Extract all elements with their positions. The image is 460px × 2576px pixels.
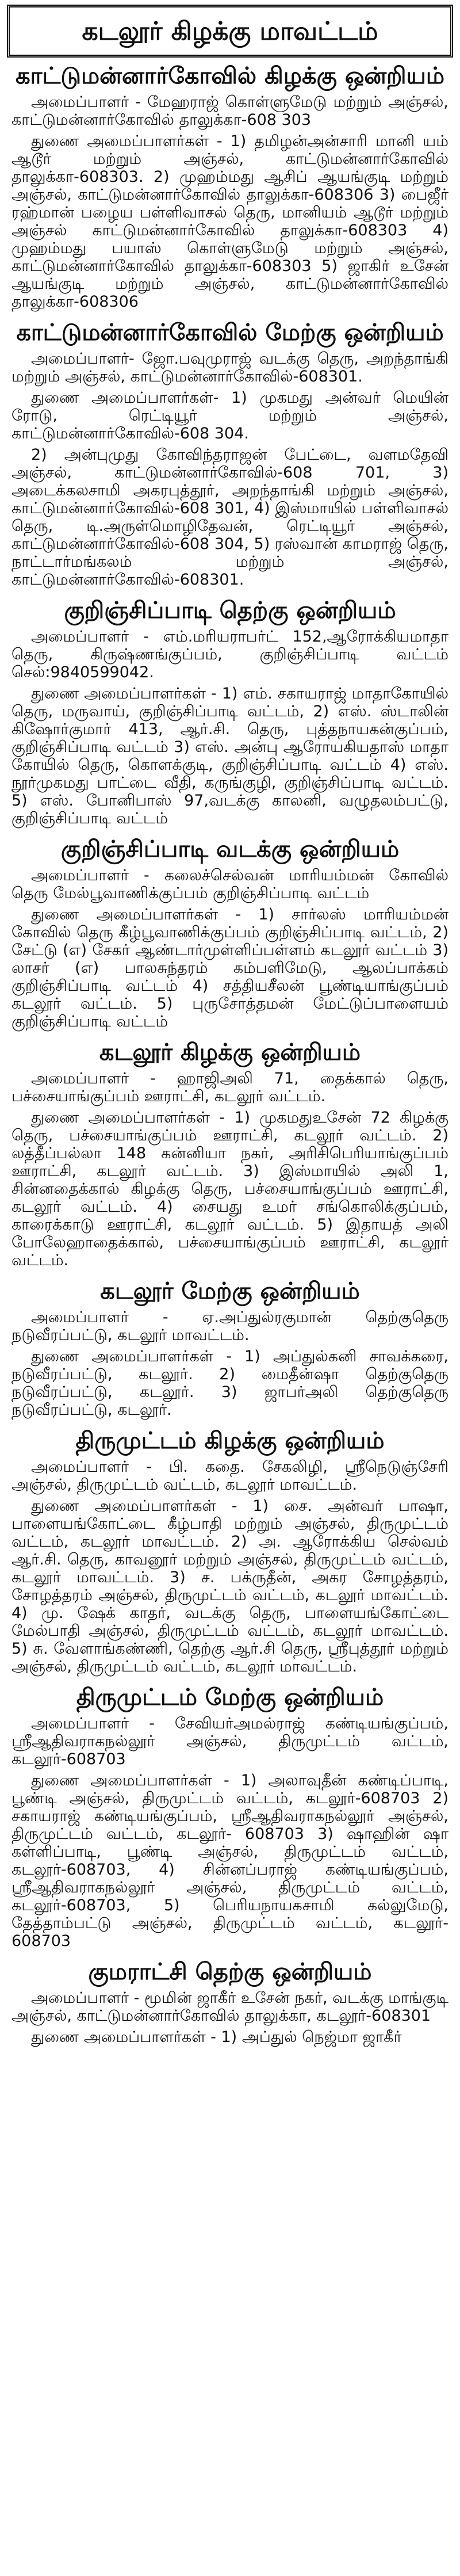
- section-kurinjipadi-north: [0, 827, 460, 1031]
- section-heading: காட்டுமன்னார்கோவில் கிழக்கு ஒன்றியம்: [15, 63, 445, 89]
- organizer-paragraph: அமைப்பாளர் - மூமின் ஜாகீர் உசேன் நகர், வடக்கு மாங்குடி அஞ்சல், காட்டுமன்னார்கோவில் தாலுக்கா, கடலூர்-608301: [12, 1989, 448, 2025]
- section-heading: திருமுட்டம் மேற்கு ஒன்றியம்: [76, 1684, 384, 1711]
- section-heading: குறிஞ்சிப்பாடி வடக்கு ஒன்றியம்: [60, 836, 400, 863]
- section-kumaratchi-south: [0, 1950, 460, 2046]
- district-title: கடலூர் கிழக்கு மாவட்டம்: [7, 5, 453, 58]
- deputy-organizers-paragraph: துணை அமைப்பாளர்கள் - 1) எம். சகாயராஜ் மாதாகோயில் தெரு, மருவாய், குறிஞ்சிப்பாடி வட்டம், 2) எஸ். ஸ்டாலின் கிஷோர்குமார் 413, ஆர்.சி. தெரு, புத்தநாயகன்குப்பம், குறிஞ்சிப்பாடி வட்டம் 3) எஸ். அன்பு ஆரோயகியதாஸ் மாதா கோயில் தெரு, கொளக்குடி, குறிஞ்சிப்பாடி வட்டம் 4) எஸ். நூர்முகமது பாட்டை வீதி, கருங்குழி, குறிஞ்சிப்பாடி வட்டம். 5) எஸ். போனிபாஸ் 97,வடக்கு காலனி, வழுதலம்பட்டு, குறிஞ்சிப்பாடி வட்டம்: [12, 685, 448, 827]
- section-heading: காட்டுமன்னார்கோவில் மேற்கு ஒன்றியம்: [16, 319, 444, 346]
- section-heading: கடலூர் மேற்கு ஒன்றியம்: [100, 1278, 360, 1304]
- deputy-organizers-paragraph: 2) அன்புமுது கோவிந்தராஜன் பேட்டை, வளமதேவி அஞ்சல், காட்டுமன்னார்கோவில்-608 701, 3) அடைக்கலசாமி அகரபுத்தூர், அறந்தாங்கி மற்றும் அஞ்சல், காட்டுமன்னார்கோவில்-608 301, 4) இஸ்மாயில் பள்ளிவாசல் தெரு, டி.அருள்மொழிதேவன், ரெட்டியூர் அஞ்சல், காட்டுமன்னார்கோவில்-608 304, 5) ரஸ்வான் காமராஜ் தெரு, நாட்டார்மங்கலம் மற்றும் அஞ்சல், காட்டுமன்னார்கோவில்-608301.: [12, 446, 448, 589]
- section-thirumuttam-east: [0, 1419, 460, 1676]
- section-heading: கடலூர் கிழக்கு ஒன்றியம்: [99, 1039, 361, 1066]
- section-kattumannarkoil-west: [0, 311, 460, 589]
- deputy-organizers-paragraph: துணை அமைப்பாளர்கள் - 1) தமிழன்அன்சாரி மானி யம் ஆடூர் மற்றும் அஞ்சல், காட்டுமன்னார்கோவில் தாலுக்கா-608303. 2) முஹம்மது ஆசிப் ஆயங்குடி மற்றும் அஞ்சல், காட்டுமன்னார்கோவில் தாலுக்கா-608306 3) பைஜீர் ரஹ்மான் பழைய பள்ளிவாசல் தெரு, மானியம் ஆடூர் மற்றும் அஞ்சல் காட்டுமன்னார்கோவில் தாலுக்கா-608303 4) முஹம்மது பயாஸ் கொள்ளுமேடு மற்றும் அஞ்சல், காட்டுமன்னார்கோவில் தாலுக்கா-608303 5) ஜாகிர் உசேன் ஆயங்குடி மற்றும் அஞ்சல், காட்டுமன்னார்கோவில் தாலுக்கா-608306: [12, 132, 448, 311]
- deputy-organizers-paragraph: துணை அமைப்பாளர்கள் - 1) அலாவுதீன் கண்டிப்பாடி, பூண்டி அஞ்சல், திருமுட்டம் வட்டம், கடலூர்-608703 2) சகாயராஜ் கண்டியங்குப்பம், ஸ்ரீஆதிவராகநல்லூர் அஞ்சல், திருமுட்டம் வட்டம், கடலூர்- 608703 3) ஷாஹின் ஷா கள்ளிப்பாடி, பூண்டி அஞ்சல், திருமுட்டம் வட்டம், கடலூர்-608703, 4) சின்னப்பராஜ் கண்டியங்குப்பம், ஸ்ரீஆதிவராகநல்லூர் அஞ்சல், திருமுட்டம் வட்டம், கடலூர்-608703, 5) பெரியநாயகசாமி கல்லுமேடு, தேத்தாம்பட்டு அஞ்சல், திருமுட்டம் வட்டம், கடலூர்- 608703: [12, 1772, 448, 1950]
- organizer-paragraph: அமைப்பாளர் - எம்.மரியராபர்ட் 152,ஆரோக்கியமாதா தெரு, கிருஷ்ணங்குப்பம், குறிஞ்சிப்பாடி வட்டம் செல்:9840599042.: [12, 628, 448, 681]
- organizer-paragraph: அமைப்பாளர் - பி. கதை. சேகலிழி, ஸ்ரீநெடுஞ்சேரி அஞ்சல், திருமுட்டம் வட்டம், கடலூர் மாவட்டம்.: [12, 1458, 448, 1494]
- organizer-paragraph: அமைப்பாளர் - ஏ.அப்துல்ரகுமான் தெற்குதெரு நடுவீரப்பட்டு, கடலூர் மாவட்டம்.: [12, 1308, 448, 1344]
- deputy-organizers-paragraph: துணை அமைப்பாளர்கள் - 1) அப்துல்கனி சாவக்கரை, நடுவீரப்பட்டு, கடலூர். 2) மைதீன்ஷா தெற்குதெரு நடுவீரப்பட்டு, கடலூர். 3) ஜாபர்அலி தெற்குதெரு நடுவீரப்பட்டு, கடலூர்.: [12, 1348, 448, 1419]
- section-heading: குறிஞ்சிப்பாடி தெற்கு ஒன்றியம்: [64, 597, 396, 624]
- organizer-paragraph: அமைப்பாளர் - மேஹராஜ் கொள்ளுமேடு மற்றும் அஞ்சல், காட்டுமன்னார்கோவில் தாலுக்கா-608 303: [12, 93, 448, 129]
- deputy-organizers-paragraph: துணை அமைப்பாளர்கள் - 1) சை. அன்வர் பாஷா, பாளையங்கோட்டை கீழ்பாதி மற்றும் அஞ்சல், திருமுட்டம் வட்டம், கடலூர் மாவட்டம். 2) அ. ஆரோக்கிய செல்வம் ஆர்.சி. தெரு, காவனூர் மற்றும் அஞ்சல், திருமுட்டம் வட்டம், கடலூர் மாவட்டம். 3) ச. பக்ருதீன், அகர சோழத்தரம், சோழத்தரம் அஞ்சல், திருமுட்டம் வட்டம், கடலூர் மாவட்டம். 4) மு. ஷேக் காதர், வடக்கு தெரு, பாளையங்கோட்டை மேல்பாதி அஞ்சல், திருமுட்டம் வட்டம், கடலூர் மாவட்டம். 5) சு. வேளாங்கண்ணி, தெற்கு ஆர்.சி தெரு, ஸ்ரீபுத்தூர் மற்றும் அஞ்சல், திருமுட்டம் வட்டம், கடலூர் மாவட்டம்.: [12, 1497, 448, 1676]
- section-kurinjipadi-south: [0, 589, 460, 827]
- section-thirumuttam-west: [0, 1676, 460, 1950]
- deputy-organizers-paragraph: துணை அமைப்பாளர்கள்- 1) முகமது அன்வர் மெயின் ரோடு, ரெட்டியூர் மற்றும் அஞ்சல், காட்டுமன்னார்கோவில்-608 304.: [12, 389, 448, 442]
- section-cuddalore-east: [0, 1031, 460, 1269]
- deputy-organizers-paragraph: துணை அமைப்பாளர்கள் - 1) சார்லஸ் மாரியம்மன் கோவில் தெரு கீழ்பூவாணிக்குப்பம் குறிஞ்சிப்பாடி வட்டம், 2) சேட்டு (எ) சேகர் ஆண்டார்முள்ளிப்பள்ளம் கடலூர் வட்டம் 3) லாசர் (எ) பாலசுந்தரம் கம்பளிமேடு, ஆலப்பாக்கம் குறிஞ்சிப்பாடி வட்டம் 4) சத்தியசீலன் பூண்டியாங்குப்பம் கடலூர் வட்டம். 5) புருசோத்தமன் மேட்டுப்பாளையம் குறிஞ்சிப்பாடி வட்டம்: [12, 906, 448, 1031]
- organizer-paragraph: அமைப்பாளர்- ஜோ.பவுமுராஜ் வடக்கு தெரு, அறந்தாங்கி மற்றும் அஞ்சல், காட்டுமன்னார்கோவில்-608301.: [12, 350, 448, 386]
- deputy-organizers-paragraph: துணை அமைப்பாளர்கள் - 1) அப்துல் நெஜ்மா ஜாகீர்: [31, 2028, 402, 2046]
- organizer-paragraph: அமைப்பாளர் - கலைச்செல்வன் மாரியம்மன் கோவில் தெரு மேல்பூவாணிக்குப்பம் குறிஞ்சிப்பாடி வட்டம்: [12, 867, 448, 902]
- deputy-organizers-paragraph: துணை அமைப்பாளர்கள் - 1) முகமதுஉசேன் 72 கிழக்கு தெரு, பச்சையாங்குப்பம் ஊராட்சி, கடலூர் வட்டம். 2) லத்தீப்பல்லா 148 கன்னியா நகர், அரிசிபெரியாங்குப்பம் ஊராட்சி, கடலூர் வட்டம். 3) இஸ்மாயில் அலி 1, சின்னதைக்கால் கிழக்கு தெரு, பச்சையாங்குப்பம் ஊராட்சி, கடலூர் வட்டம். 4) சையது உமர் சங்கொலிக்குப்பம், காரைக்காடு ஊராட்சி, கடலூர் வட்டம். 5) இதாயத் அலி போலேஹாதைக்கால், பச்சையாங்குப்பம் ஊராட்சி, கடலூர் வட்டம்.: [12, 1109, 448, 1269]
- section-heading: திருமுட்டம் கிழக்கு ஒன்றியம்: [75, 1428, 385, 1454]
- section-kattumannarkoil-east: [0, 58, 460, 311]
- section-cuddalore-west: [0, 1269, 460, 1419]
- organizer-paragraph: அமைப்பாளர் - ஹாஜிஅலி 71, தைக்கால் தெரு, பச்சையாங்குப்பம் ஊராட்சி, கடலூர் வட்டம்.: [12, 1070, 448, 1105]
- organizer-paragraph: அமைப்பாளர் - சேவியர்அமல்ராஜ் கண்டியங்குப்பம், ஸ்ரீஆதிவராகநல்லூர் அஞ்சல், திருமுட்டம் வட்டம், கடலூர்-608703: [12, 1715, 448, 1768]
- section-heading: குமராட்சி தெற்கு ஒன்றியம்: [88, 1959, 372, 1985]
